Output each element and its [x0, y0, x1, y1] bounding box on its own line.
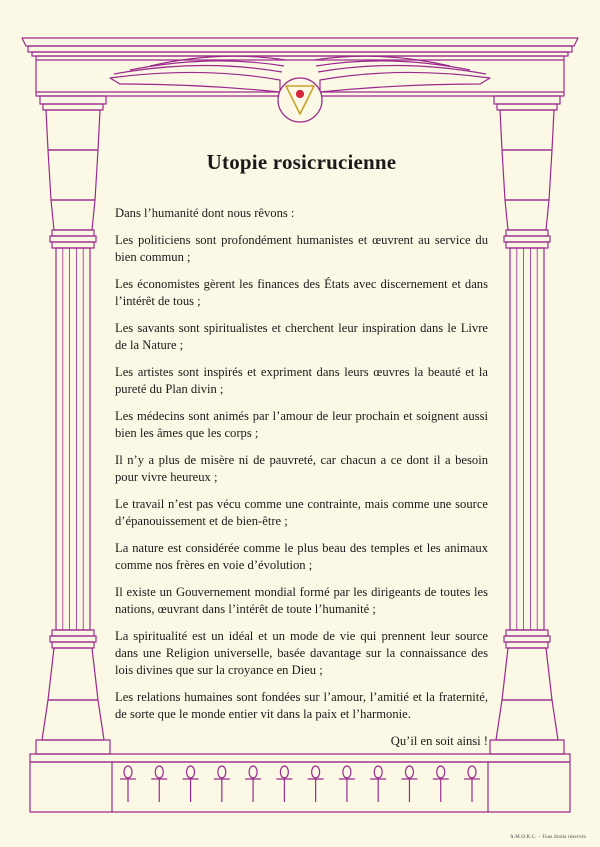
winged-sun-emblem — [110, 56, 490, 122]
page-title: Utopie rosicrucienne — [206, 150, 397, 174]
ankh-icon — [120, 766, 136, 802]
intro-line: Dans l’humanité dont nous rêvons : — [115, 206, 295, 220]
paragraph: Les politiciens sont profondément humanistes et œuvrent au service du bien commun ; — [115, 233, 488, 264]
ankh-icon — [339, 766, 355, 802]
ankh-icon — [370, 766, 386, 802]
right-column — [490, 96, 564, 754]
ankh-icon — [214, 766, 230, 802]
paragraph: La spiritualité est un idéal et un mode de vie qui prennent leur source dans une Religion universelle, basée davantage sur la connaissance des lois divines que sur la croyance en Dieu ; — [115, 629, 488, 677]
ankh-icon — [401, 766, 417, 802]
paragraph: La nature est considérée comme le plus beau des temples et les animaux comme nos frères en voie d’évolution ; — [115, 541, 488, 572]
paragraph: Le travail n’est pas vécu comme une contrainte, mais comme une source d’épanouissement et de bien-être ; — [115, 497, 488, 528]
ankh-icon — [151, 766, 167, 802]
paragraph: Les artistes sont inspirés et expriment dans leurs œuvres la beauté et la pureté du Plan divin ; — [115, 365, 488, 396]
paragraph: Il existe un Gouvernement mondial formé par les dirigeants de toutes les nations, œuvrant dans l’intérêt de toute l’humanité ; — [115, 585, 488, 616]
paragraph: Les relations humaines sont fondées sur l’amour, l’amitié et la fraternité, de sorte que le monde entier vit dans la paix et l’harmonie. — [115, 690, 488, 721]
paragraph: Il n’y a plus de misère ni de pauvreté, car chacun a ce dont il a besoin pour vivre heureux ; — [115, 453, 488, 484]
base — [30, 754, 570, 812]
document-body — [115, 150, 488, 750]
ankh-icon — [245, 766, 261, 802]
paragraph: Les économistes gèrent les finances des États avec discernement et dans l’intérêt de tous ; — [115, 277, 488, 308]
paragraph: Les savants sont spiritualistes et cherchent leur inspiration dans le Livre de la Nature ; — [115, 321, 488, 352]
ankh-row — [120, 766, 480, 802]
paragraph: Les médecins sont animés par l’amour de leur prochain et soignent aussi bien les âmes que les corps ; — [115, 409, 488, 440]
ankh-icon — [183, 766, 199, 802]
ankh-icon — [464, 766, 480, 802]
ankh-icon — [276, 766, 292, 802]
closing-line: Qu’il en soit ainsi ! — [390, 734, 488, 748]
ankh-icon — [433, 766, 449, 802]
left-column — [36, 96, 110, 754]
ankh-icon — [308, 766, 324, 802]
copyright-footer: A.M.O.R.C. – Tous droits réservés — [509, 835, 586, 840]
